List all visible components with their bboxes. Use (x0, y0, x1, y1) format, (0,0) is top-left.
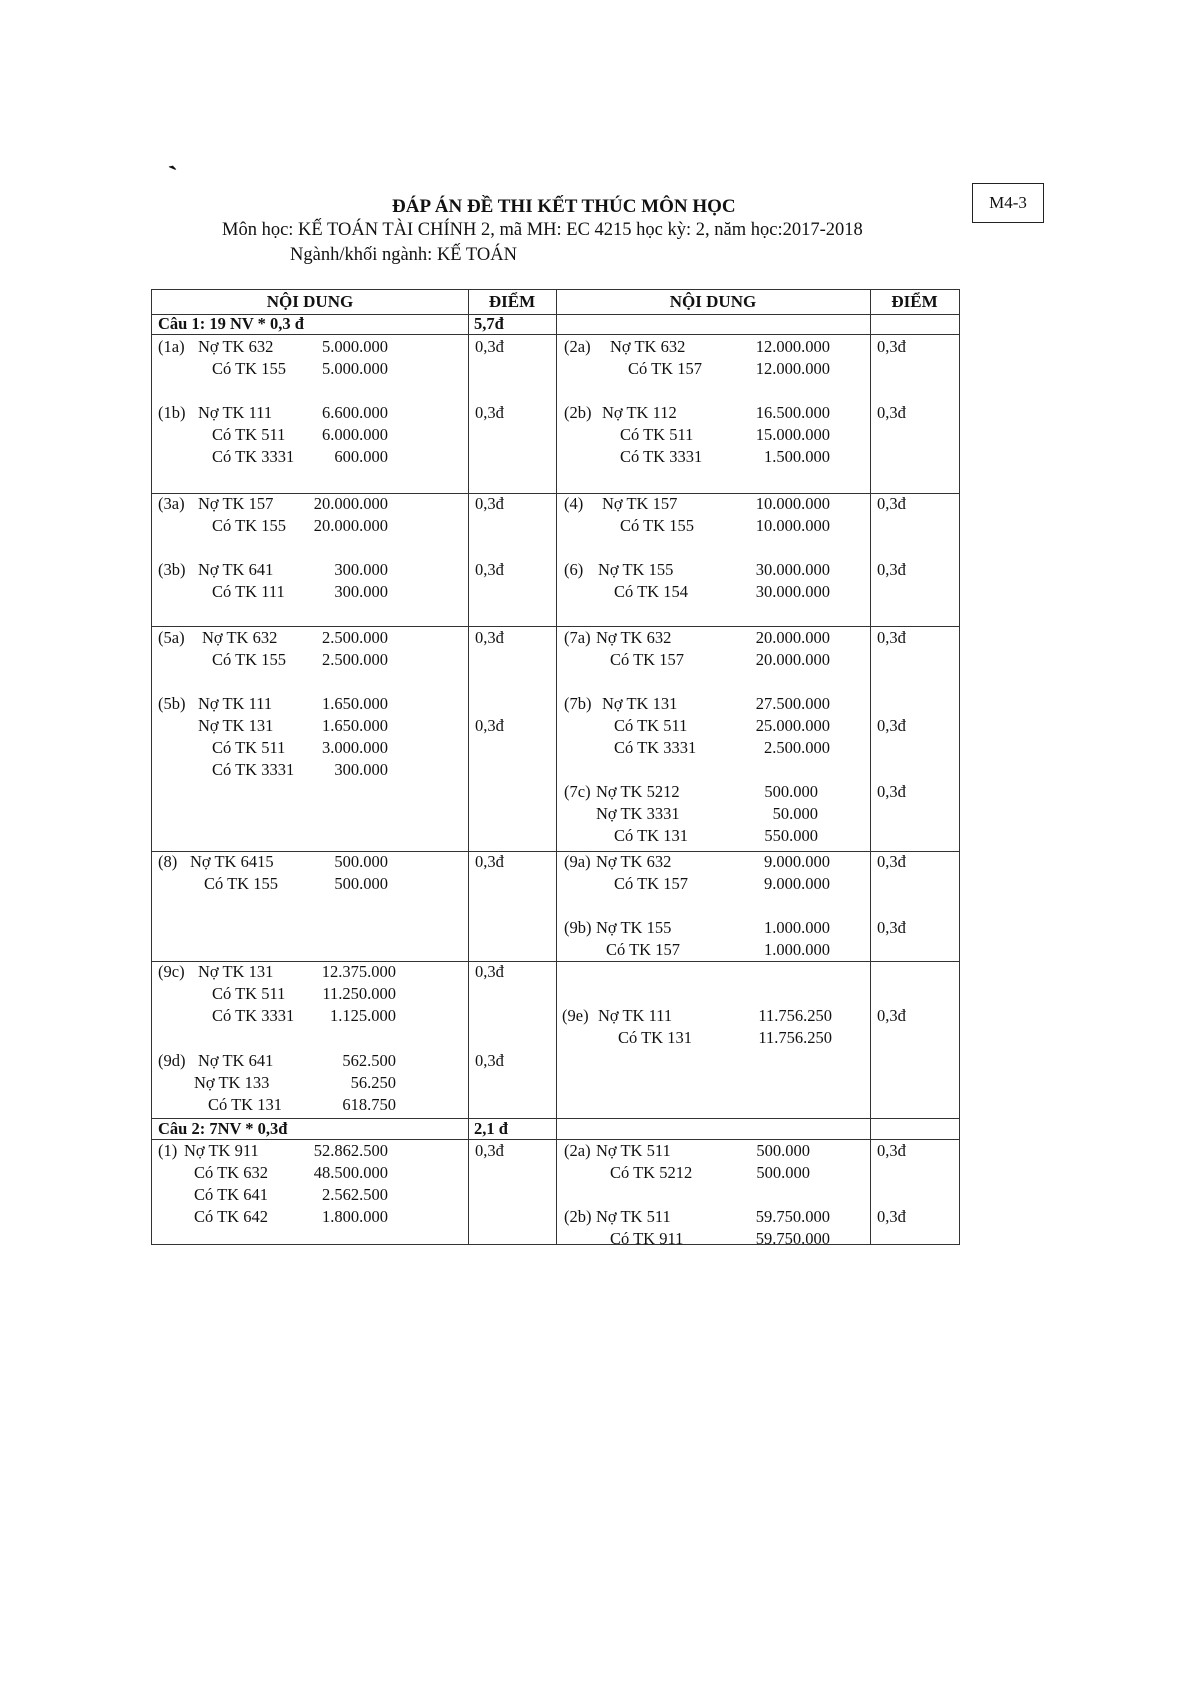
journal-entry: (7a) Nợ TK 632 20.000.000 Có TK 157 20.000.000 (564, 628, 830, 669)
corner-mark: ˎ (161, 137, 179, 172)
entry-score: 0,3đ (877, 403, 906, 422)
entry-score: 0,3đ (475, 962, 504, 981)
journal-entry: (5a) Nợ TK 632 2.500.000 Có TK 155 2.500.000 (158, 628, 388, 669)
section-label-cau-1: Câu 1: 19 NV * 0,3 đ (158, 314, 304, 333)
journal-entry: (7b) Nợ TK 131 27.500.000 Có TK 511 25.000.000 Có TK 3331 2.500.000 (564, 694, 830, 757)
journal-entry: (1) Nợ TK 911 52.862.500 Có TK 632 48.500.000 Có TK 641 2.562.500 Có TK 642 1.800.000 (158, 1141, 388, 1226)
answer-table (151, 289, 960, 1248)
journal-entry: (5b) Nợ TK 111 1.650.000 Nợ TK 131 1.650.000 Có TK 511 3.000.000 Có TK 3331 300.000 (158, 694, 388, 779)
journal-entry: (3a) Nợ TK 157 20.000.000 Có TK 155 20.000.000 (158, 494, 388, 535)
header-content-left: NỘI DUNG (266, 292, 354, 311)
entry-score: 0,3đ (877, 628, 906, 647)
entry-score: 0,3đ (877, 494, 906, 513)
entry-score: 0,3đ (475, 1051, 504, 1070)
journal-entry: (9a) Nợ TK 632 9.000.000 Có TK 157 9.000.000 (564, 852, 830, 893)
header-content-right: NỘI DUNG (669, 292, 757, 311)
journal-entry: (9b) Nợ TK 155 1.000.000 Có TK 157 1.000.000 (564, 918, 830, 959)
major-info: Ngành/khối ngành: KẾ TOÁN (290, 245, 517, 265)
entry-score: 0,3đ (877, 1006, 906, 1025)
entry-score: 0,3đ (877, 716, 906, 735)
header-score-right: ĐIỂM (891, 292, 938, 311)
journal-entry: (1b) Nợ TK 111 6.600.000 Có TK 511 6.000.000 Có TK 3331 600.000 (158, 403, 388, 466)
entry-score: 0,3đ (475, 1141, 504, 1160)
entry-score: 0,3đ (877, 852, 906, 871)
section-label-cau-2: Câu 2: 7NV * 0,3đ (158, 1119, 288, 1138)
section-score-cau-1: 5,7đ (474, 314, 504, 333)
document-title: ĐÁP ÁN ĐỀ THI KẾT THÚC MÔN HỌC (392, 196, 736, 217)
journal-entry: (9d) Nợ TK 641 562.500 Nợ TK 133 56.250 Có TK 131 618.750 (158, 1051, 396, 1114)
journal-entry: (2b) Nợ TK 511 59.750.000 Có TK 911 59.750.000 (564, 1207, 830, 1248)
journal-entry: (3b) Nợ TK 641 300.000 Có TK 111 300.000 (158, 560, 388, 601)
entry-score: 0,3đ (475, 494, 504, 513)
entry-score: 0,3đ (877, 337, 906, 356)
entry-score: 0,3đ (475, 852, 504, 871)
entry-score: 0,3đ (877, 1141, 906, 1160)
journal-entry: (4) Nợ TK 157 10.000.000 Có TK 155 10.000.000 (564, 494, 830, 535)
entry-score: 0,3đ (877, 560, 906, 579)
entry-score: 0,3đ (475, 560, 504, 579)
journal-entry: (7c) Nợ TK 5212 500.000 Nợ TK 3331 50.000 Có TK 131 550.000 (564, 782, 818, 845)
journal-entry: (2a) Nợ TK 511 500.000 Có TK 5212 500.000 (564, 1141, 810, 1182)
journal-entry: (9e) Nợ TK 111 11.756.250 Có TK 131 11.756.250 (562, 1006, 832, 1047)
entry-score: 0,3đ (475, 716, 504, 735)
journal-entry: (2a) Nợ TK 632 12.000.000 Có TK 157 12.000.000 (564, 337, 830, 378)
journal-entry: (9c) Nợ TK 131 12.375.000 Có TK 511 11.250.000 Có TK 3331 1.125.000 (158, 962, 396, 1025)
section-score-cau-2: 2,1 đ (474, 1119, 508, 1138)
form-code: M4-3 (972, 183, 1044, 223)
entry-score: 0,3đ (877, 1207, 906, 1226)
journal-entry: (8) Nợ TK 6415 500.000 Có TK 155 500.000 (158, 852, 388, 893)
journal-entry: (6) Nợ TK 155 30.000.000 Có TK 154 30.000.000 (564, 560, 830, 601)
entry-score: 0,3đ (475, 628, 504, 647)
entry-score: 0,3đ (877, 782, 906, 801)
journal-entry: (2b) Nợ TK 112 16.500.000 Có TK 511 15.000.000 Có TK 3331 1.500.000 (564, 403, 830, 466)
entry-score: 0,3đ (475, 337, 504, 356)
entry-score: 0,3đ (877, 918, 906, 937)
entry-score: 0,3đ (475, 403, 504, 422)
course-info: Môn học: KẾ TOÁN TÀI CHÍNH 2, mã MH: EC 4215 học kỳ: 2, năm học:2017-2018 (222, 220, 863, 240)
header-score-left: ĐIỂM (488, 292, 536, 311)
journal-entry: (1a) Nợ TK 632 5.000.000 Có TK 155 5.000.000 (158, 337, 388, 378)
